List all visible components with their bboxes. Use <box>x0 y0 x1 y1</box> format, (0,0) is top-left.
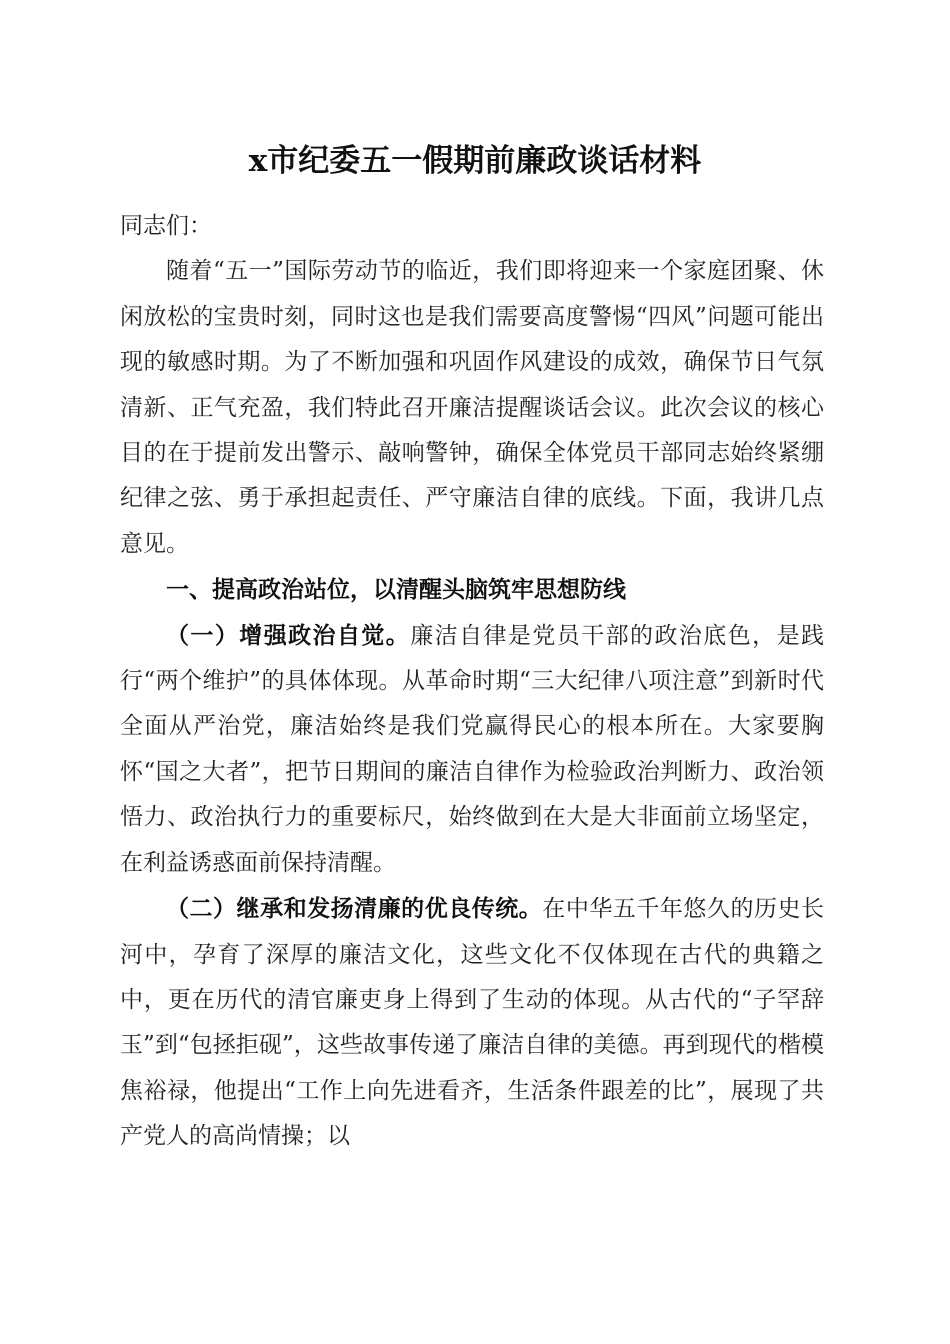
item-lead: （一）增强政治自觉。 <box>166 621 411 649</box>
item-text: 在中华五千年悠久的历史长河中，孕育了深厚的廉洁文化，这些文化不仅体现在古代的典籍之中，更在历代的清官廉吏身上得到了生动的体现。从古代的“子罕辞玉”到“包拯拒砚”，这些故事传递了廉洁自律的美德。再到现代的楷模焦裕禄，他提出“工作上向先进看齐，生活条件跟差的比”，展现了共产党人的高尚情操；以 <box>120 896 825 1150</box>
item-text: 廉洁自律是党员干部的政治底色，是践行“两个维护”的具体体现。从革命时期“三大纪律八项注意”到新时代全面从严治党，廉洁始终是我们党赢得民心的根本所在。大家要胸怀“国之大者”，把节日期间的廉洁自律作为检验政治判断力、政治领悟力、政治执行力的重要标尺，始终做到在大是大非面前立场坚定，在利益诱惑面前保持清醒。 <box>120 622 825 876</box>
intro-paragraph: 随着“五一”国际劳动节的临近，我们即将迎来一个家庭团聚、休闲放松的宝贵时刻，同时这也是我们需要高度警惕“四风”问题可能出现的敏感时期。为了不断加强和巩固作风建设的成效，确保节日气氛清新、正气充盈，我们特此召开廉洁提醒谈话会议。此次会议的核心目的在于提前发出警示、敲响警钟，确保全体党员干部同志始终紧绷纪律之弦、勇于承担起责任、严守廉洁自律的底线。下面，我讲几点意见。 <box>120 258 824 557</box>
paragraph-item-2 <box>120 886 824 1159</box>
paragraph-item-1 <box>120 613 824 886</box>
document-title: x市纪委五一假期前廉政谈话材料 <box>248 143 702 179</box>
document-body <box>120 204 824 1160</box>
item-lead: （二）继承和发扬清廉的优良传统。 <box>166 895 543 923</box>
salutation: 同志们： <box>120 213 212 239</box>
section-heading: 一、提高政治站位，以清醒头脑筑牢思想防线 <box>166 576 626 604</box>
